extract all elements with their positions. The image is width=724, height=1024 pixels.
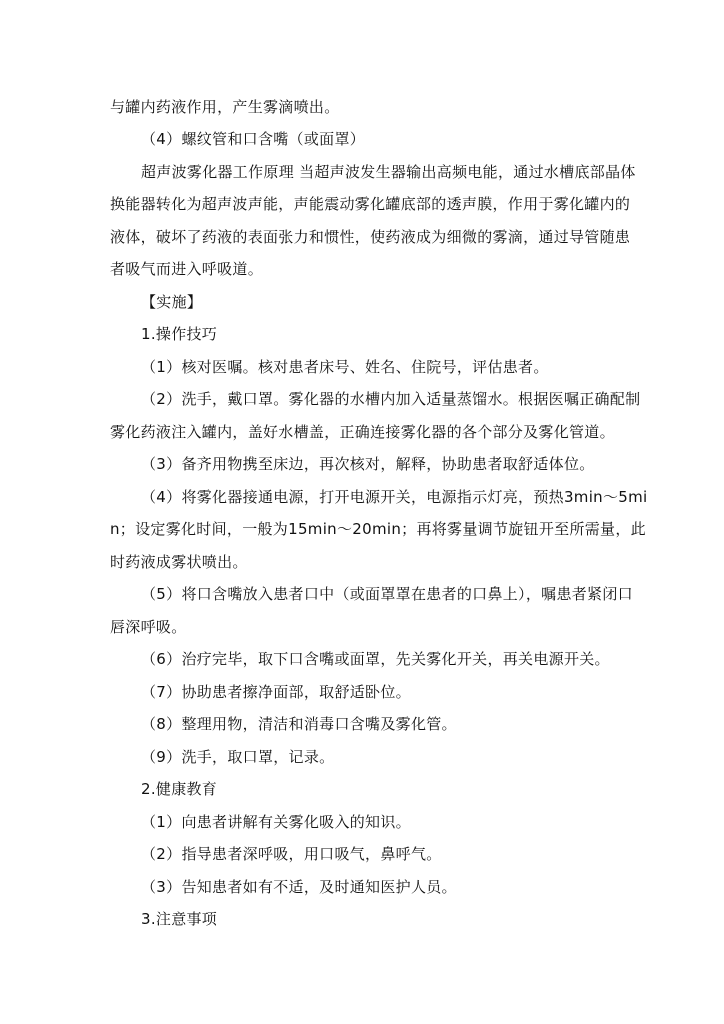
text-line: （6）治疗完毕，取下口含嘴或面罩，先关雾化开关，再关电源开关。: [141, 650, 610, 668]
text-line: （2）洗手，戴口罩。雾化器的水槽内加入适量蒸馏水。根据医嘱正确配制: [141, 390, 641, 408]
text-line: 与罐内药液作用，产生雾滴喷出。: [110, 98, 340, 116]
text-line: n；设定雾化时间，一般为15min～20min；再将雾量调节旋钮开至所需量，此: [110, 520, 646, 538]
subsection-heading: 1.操作技巧: [141, 325, 218, 343]
section-heading: 【实施】: [141, 293, 203, 311]
text-line: （2）指导患者深呼吸，用口吸气，鼻呼气。: [141, 845, 442, 863]
text-line: （9）洗手，取口罩，记录。: [141, 748, 335, 766]
text-line: 超声波雾化器工作原理 当超声波发生器输出高频电能，通过水槽底部晶体: [141, 163, 636, 181]
subsection-heading: 2.健康教育: [141, 780, 218, 798]
text-line: 时药液成雾状喷出。: [110, 553, 248, 571]
text-line: （3）备齐用物携至床边，再次核对，解释，协助患者取舒适体位。: [141, 455, 595, 473]
text-line: （4）将雾化器接通电源，打开电源开关，电源指示灯亮，预热3min～5mi: [141, 488, 648, 506]
text-line: 换能器转化为超声波声能，声能震动雾化罐底部的透声膜，作用于雾化罐内的: [110, 195, 631, 213]
text-line: （1）向患者讲解有关雾化吸入的知识。: [141, 813, 411, 831]
text-line: （3）告知患者如有不适，及时通知医护人员。: [141, 878, 457, 896]
text-line: （5）将口含嘴放入患者口中（或面罩罩在患者的口鼻上），嘱患者紧闭口: [141, 585, 633, 603]
text-line: 雾化药液注入罐内，盖好水槽盖，正确连接雾化器的各个部分及雾化管道。: [110, 423, 615, 441]
text-line: 唇深呼吸。: [110, 618, 187, 636]
subsection-heading: 3.注意事项: [141, 910, 218, 928]
text-line: （7）协助患者擦净面部，取舒适卧位。: [141, 683, 411, 701]
text-line: （1）核对医嘱。核对患者床号、姓名、住院号，评估患者。: [141, 358, 549, 376]
text-line: 者吸气而进入呼吸道。: [110, 260, 264, 278]
text-line: （8）整理用物，清洁和消毒口含嘴及雾化管。: [141, 715, 457, 733]
text-line: 液体，破坏了药液的表面张力和惯性，使药液成为细微的雾滴，通过导管随患: [110, 228, 631, 246]
text-line: （4）螺纹管和口含嘴（或面罩）: [141, 130, 366, 148]
